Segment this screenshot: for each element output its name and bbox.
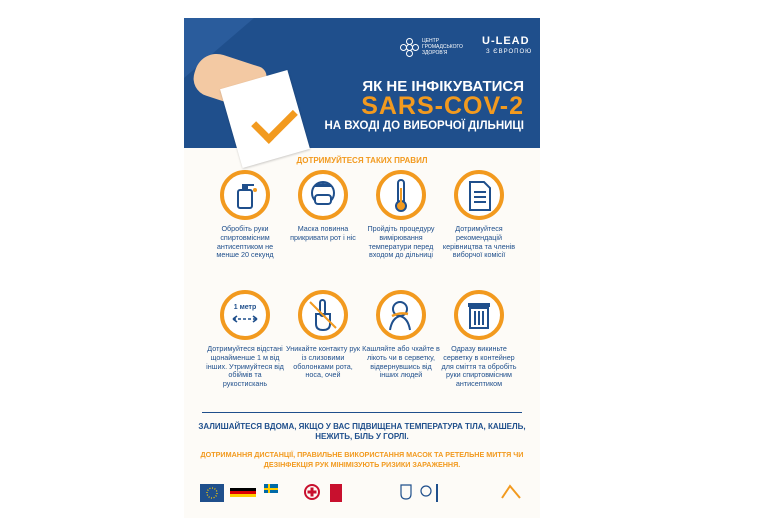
rule-card	[440, 170, 518, 260]
rule-text: Уникайте контакту рук із слизовими оболонками рота, носа, очей	[286, 344, 360, 380]
rule-text: Маска повинна прикривати рот і ніс	[290, 224, 356, 242]
no-touch-icon	[298, 290, 348, 340]
thermometer-icon	[376, 170, 426, 220]
org-name: ЦЕНТР ГРОМАДСЬКОГО ЗДОРОВ'Я	[422, 38, 463, 56]
ministry-digital-logo	[436, 484, 468, 502]
cgz-logo	[400, 38, 464, 56]
rule-card	[284, 290, 362, 380]
rule-text: Одразу викиньте серветку в контейнер для сміття та обробіть руки спиртовмісним антисептиком	[441, 344, 517, 389]
title-line-1: ЯК НЕ ІНФІКУВАТИСЯ	[362, 78, 524, 95]
sweden-logo	[264, 484, 292, 502]
cgz-logo	[420, 484, 432, 502]
title-line-2: SARS-COV-2	[361, 92, 524, 120]
rule-card	[362, 170, 440, 260]
red-cross-logo	[304, 484, 320, 502]
poster	[184, 18, 540, 518]
rules-heading: ДОТРИМУЙТЕСЯ ТАКИХ ПРАВИЛ	[296, 156, 428, 165]
cgz-mark-icon	[400, 38, 418, 56]
rule-card	[284, 170, 362, 243]
distance-icon	[220, 290, 270, 340]
stay-home-text: ЗАЛИШАЙТЕСЯ ВДОМА, ЯКЩО У ВАС ПІДВИЩЕНА ТЕМПЕРАТУРА ТІЛА, КАШЕЛЬ, НЕЖИТЬ, БІЛЬ У ГОРЛІ.	[198, 422, 526, 441]
eu-flag-icon	[200, 484, 224, 502]
mask-icon	[298, 170, 348, 220]
rule-text: Дотримуйтеся рекомендацій керівництва та членів виборчої комісії	[442, 224, 516, 260]
ministry-regional-logo	[500, 484, 522, 502]
german-cooperation-logo	[230, 484, 256, 502]
rule-text: Кашляйте або чхайте в лікоть чи в серветку, відвернувшись від інших людей	[362, 344, 440, 380]
brand-name: U-LEAD	[482, 35, 530, 47]
divider	[202, 412, 522, 413]
sanitizer-icon	[220, 170, 270, 220]
rule-card	[440, 290, 518, 389]
ministry-logo	[330, 484, 342, 502]
document-icon	[454, 170, 504, 220]
rule-text: Обробіть руки спиртовмісним антисептиком не менше 20 секунд	[216, 224, 274, 260]
sneeze-icon	[376, 290, 426, 340]
poster-header	[184, 18, 540, 148]
footer-logos	[200, 484, 526, 508]
distance-label: 1 метр	[233, 304, 257, 311]
brand-sub: З ЄВРОПОЮ	[486, 49, 533, 55]
coat-of-arms-icon	[400, 484, 412, 502]
rule-card	[206, 290, 284, 389]
rule-text: Пройдіть процедуру вимірювання температури перед входом до дільниці	[367, 224, 435, 260]
rule-card	[206, 170, 284, 260]
trash-bin-icon	[454, 290, 504, 340]
title-line-3: НА ВХОДІ ДО ВИБОРЧОЇ ДІЛЬНИЦІ	[324, 120, 524, 132]
rule-text: Дотримуйтеся відстані щонайменше 1 м від інших. Утримуйтеся від обіймів та рукостискань	[206, 344, 284, 389]
rule-card	[362, 290, 440, 380]
conclusion-text: ДОТРИМАННЯ ДИСТАНЦІЇ, ПРАВИЛЬНЕ ВИКОРИСТАННЯ МАСОК ТА РЕТЕЛЬНЕ МИТТЯ ЧИ ДЕЗІНФЕКЦІЯ РУК МІНІМІЗУЮТЬ РИЗИКИ ЗАРАЖЕННЯ.	[200, 450, 524, 469]
